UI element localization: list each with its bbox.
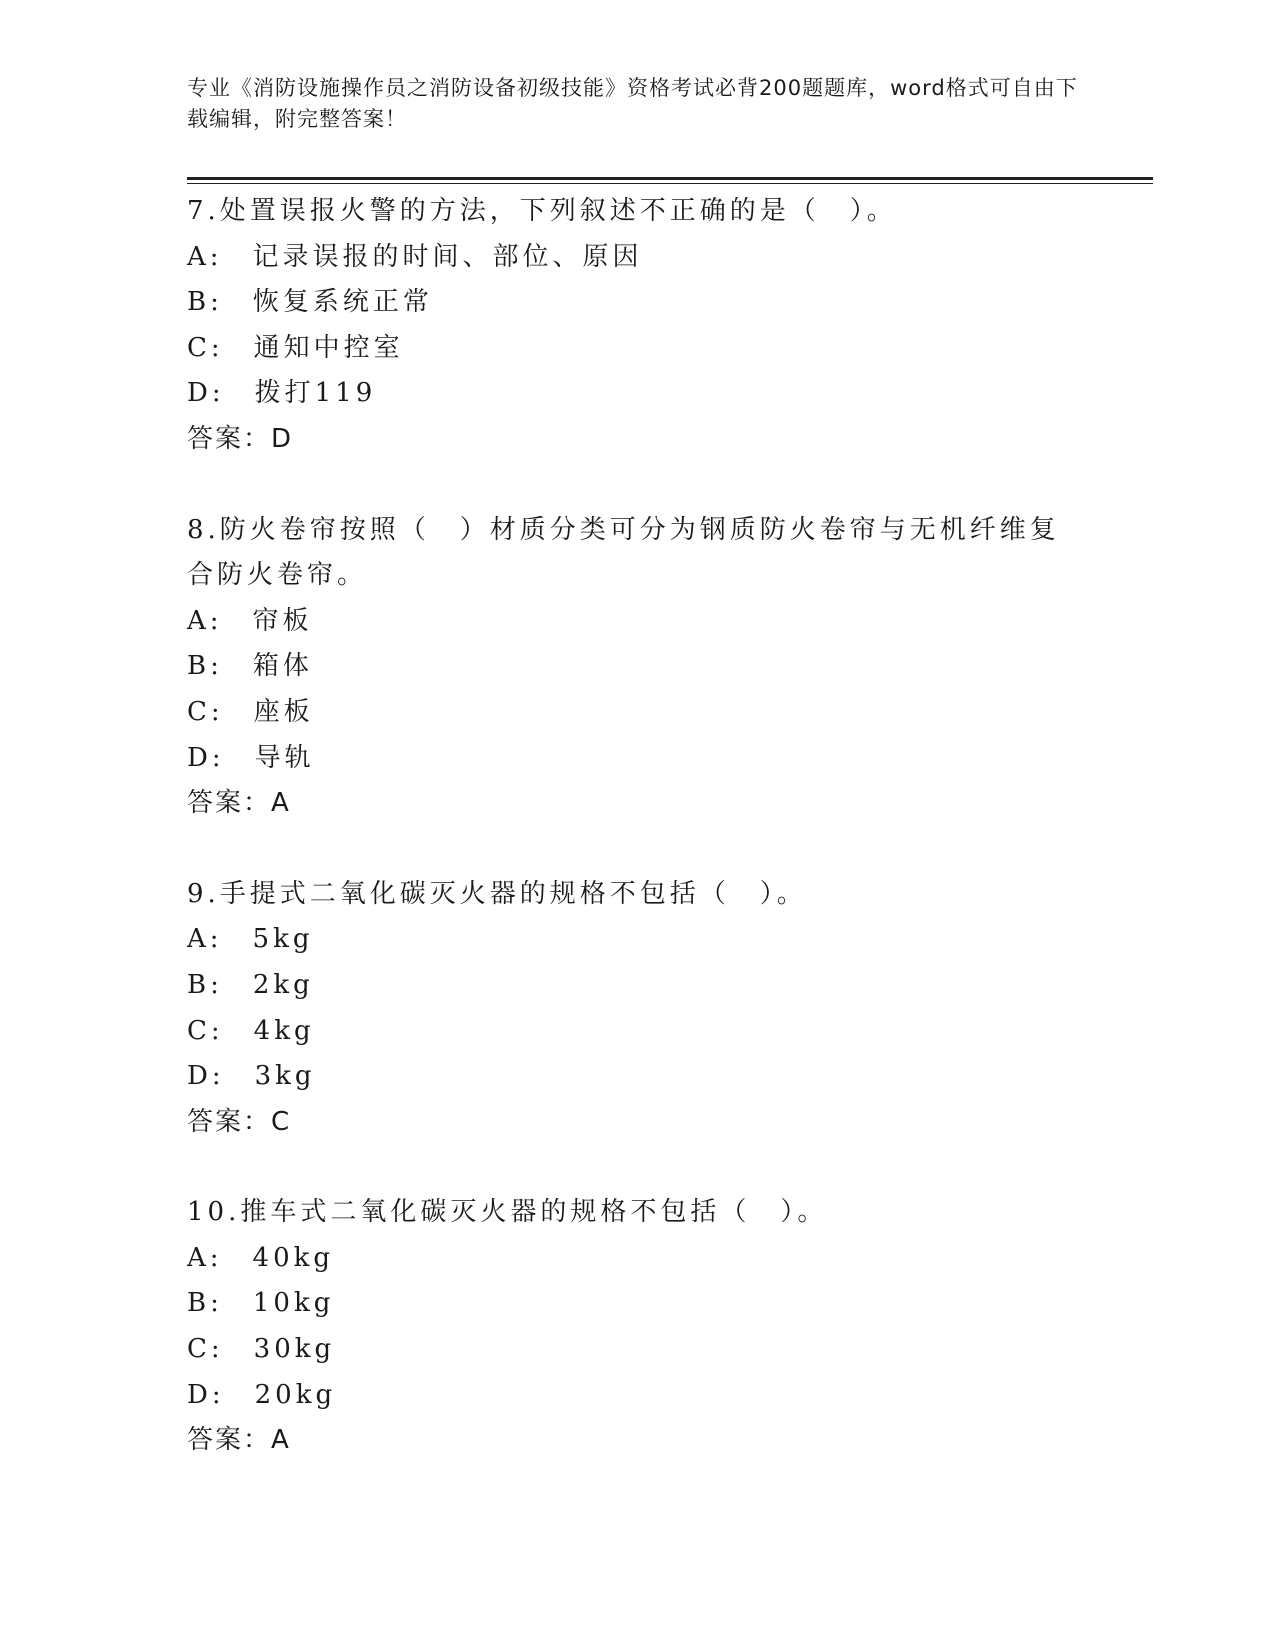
option-a: A: 帘板 xyxy=(187,605,313,636)
option-d: D: 导轨 xyxy=(187,742,315,773)
option-a: A: 记录误报的时间、部位、原因 xyxy=(187,241,643,272)
option-c: C: 30kg xyxy=(187,1334,336,1365)
document-header: 专业《消防设施操作员之消防设备初级技能》资格考试必背200题题库，word格式可自由下载编辑，附完整答案！ xyxy=(187,76,1078,131)
question-stem: 7.处置误报火警的方法，下列叙述不正确的是（ ）。 xyxy=(187,196,897,226)
option-c: C: 4kg xyxy=(187,1015,315,1046)
header-divider-thin xyxy=(187,183,1153,184)
answer: 答案：C xyxy=(187,1106,292,1137)
question-stem: 8.防火卷帘按照（ ）材质分类可分为钢质防火卷帘与无机纤维复合防火卷帘。 xyxy=(187,514,1060,591)
option-c: C: 座板 xyxy=(187,696,314,727)
option-b: B: 恢复系统正常 xyxy=(187,287,433,318)
option-c: C: 通知中控室 xyxy=(187,332,404,363)
question-10 xyxy=(187,1190,1087,1464)
option-b: B: 10kg xyxy=(187,1288,335,1319)
question-8 xyxy=(187,508,1087,827)
option-b: B: 2kg xyxy=(187,969,314,1000)
question-9 xyxy=(187,872,1087,1146)
question-7 xyxy=(187,189,1087,463)
question-stem: 10.推车式二氧化碳灭火器的规格不包括（ ）。 xyxy=(187,1197,828,1228)
answer: 答案：A xyxy=(187,1425,291,1456)
option-a: A: 40kg xyxy=(187,1242,335,1273)
question-list xyxy=(187,189,1087,1509)
option-b: B: 箱体 xyxy=(187,651,313,682)
option-d: D: 3kg xyxy=(187,1061,316,1092)
option-d: D: 拨打119 xyxy=(187,378,377,409)
header-divider-thick xyxy=(187,177,1153,180)
option-a: A: 5kg xyxy=(187,924,314,955)
question-stem: 9.手提式二氧化碳灭火器的规格不包括（ ）。 xyxy=(187,878,807,909)
option-d: D: 20kg xyxy=(187,1379,337,1410)
answer: 答案：D xyxy=(187,423,294,454)
answer: 答案：A xyxy=(187,788,291,819)
